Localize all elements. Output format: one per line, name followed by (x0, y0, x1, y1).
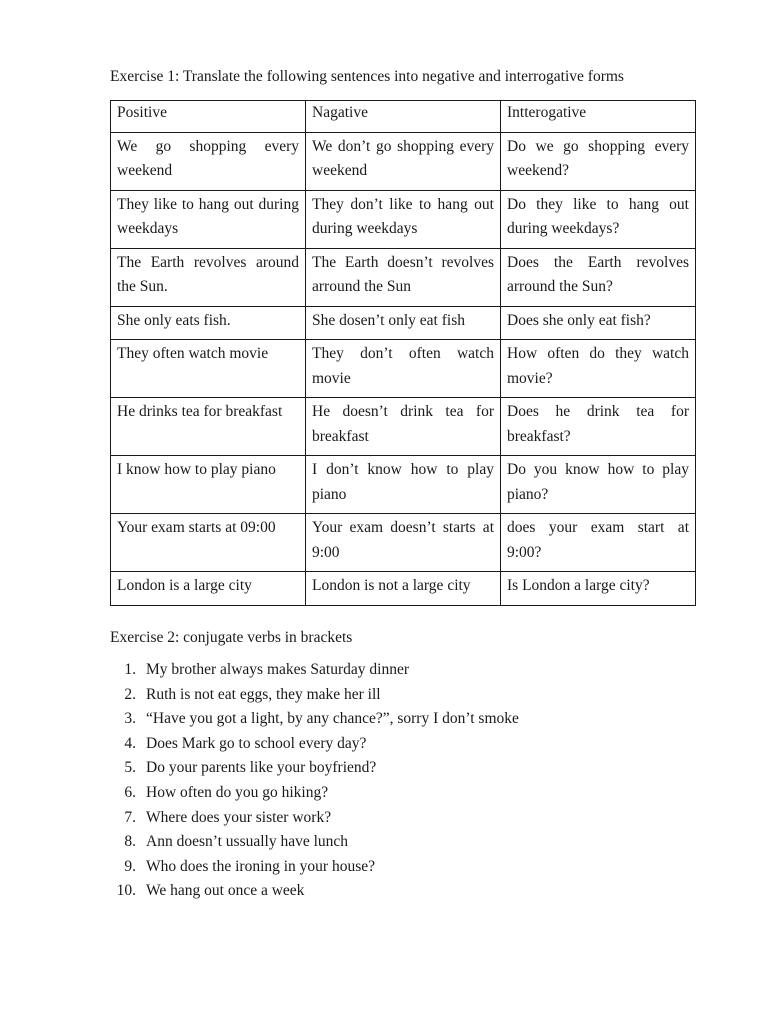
positive-cell: I know how to play piano (111, 456, 306, 514)
list-item (110, 880, 519, 905)
positive-cell: Your exam starts at 09:00 (111, 514, 306, 572)
table-row (111, 572, 696, 606)
positive-cell: London is a large city (111, 572, 306, 606)
table-row (111, 398, 696, 456)
item-number: 7. (124, 808, 136, 826)
item-number: 1. (124, 661, 136, 678)
positive-cell: The Earth revolves around the Sun. (111, 248, 306, 306)
item-number: 4. (124, 734, 136, 752)
interrogative-cell: Is London a large city? (501, 572, 696, 606)
negative-cell: She dosen’t only eat fish (306, 306, 501, 340)
table-row (111, 306, 696, 340)
positive-cell: She only eats fish. (111, 306, 306, 340)
interrogative-cell: Do we go shopping every weekend? (501, 132, 696, 190)
header-positive: Positive (111, 101, 306, 133)
list-item (110, 684, 519, 709)
item-number: 9. (124, 857, 136, 875)
table-row (111, 248, 696, 306)
positive-cell: They like to hang out during weekdays (111, 190, 306, 248)
negative-cell: They don’t like to hang out during weekdays (306, 190, 501, 248)
negative-cell: The Earth doesn’t revolves arround the Sun (306, 248, 501, 306)
list-item (110, 708, 519, 733)
interrogative-cell: Does he drink tea for breakfast? (501, 398, 696, 456)
negative-cell: Your exam doesn’t starts at 9:00 (306, 514, 501, 572)
negative-cell: We don’t go shopping every weekend (306, 132, 501, 190)
negative-cell: London is not a large city (306, 572, 501, 606)
table-row (111, 456, 696, 514)
item-text: Do your parents like your boyfriend? (146, 759, 377, 777)
table-row (111, 340, 696, 398)
list-item (110, 807, 519, 832)
item-text: Ann doesn’t ussually have lunch (146, 833, 349, 851)
header-negative: Nagative (306, 101, 501, 133)
list-item (110, 733, 519, 758)
list-item (110, 757, 519, 782)
negative-cell: They don’t often watch movie (306, 340, 501, 398)
item-number: 5. (124, 759, 136, 777)
table-row (111, 132, 696, 190)
interrogative-cell: Does the Earth revolves arround the Sun? (501, 248, 696, 306)
item-text: My brother always makes Saturday dinner (146, 661, 410, 678)
table-row (111, 190, 696, 248)
exercise-2-title: Exercise 2: conjugate verbs in brackets (110, 629, 353, 646)
interrogative-cell: Do they like to hang out during weekdays? (501, 190, 696, 248)
list-item (110, 831, 519, 856)
list-item (110, 782, 519, 807)
table-row (111, 514, 696, 572)
header-interrogative: Intterogative (501, 101, 696, 133)
interrogative-cell: Does she only eat fish? (501, 306, 696, 340)
item-text: Does Mark go to school every day? (146, 734, 367, 752)
item-text: We hang out once a week (146, 882, 305, 900)
exercise-2-list (110, 659, 519, 905)
exercise-1-title: Exercise 1: Translate the following sentences into negative and interrogative forms (110, 68, 624, 85)
item-number: 10. (116, 882, 136, 900)
interrogative-cell: Do you know how to play piano? (501, 456, 696, 514)
table-header-row (111, 101, 696, 133)
negative-cell: I don’t know how to play piano (306, 456, 501, 514)
negative-cell: He doesn’t drink tea for breakfast (306, 398, 501, 456)
list-item (110, 659, 519, 684)
item-number: 8. (124, 833, 136, 851)
list-item (110, 856, 519, 881)
item-number: 2. (124, 685, 136, 703)
exercise-1-table (110, 100, 696, 606)
item-number: 3. (124, 710, 136, 728)
item-text: Where does your sister work? (146, 808, 332, 826)
item-text: “Have you got a light, by any chance?”, sorry I don’t smoke (146, 710, 519, 728)
item-text: How often do you go hiking? (146, 783, 329, 801)
interrogative-cell: How often do they watch movie? (501, 340, 696, 398)
positive-cell: We go shopping every weekend (111, 132, 306, 190)
positive-cell: He drinks tea for breakfast (111, 398, 306, 456)
item-number: 6. (124, 783, 136, 801)
positive-cell: They often watch movie (111, 340, 306, 398)
item-text: Who does the ironing in your house? (146, 857, 376, 875)
item-text: Ruth is not eat eggs, they make her ill (146, 685, 381, 703)
interrogative-cell: does your exam start at 9:00? (501, 514, 696, 572)
